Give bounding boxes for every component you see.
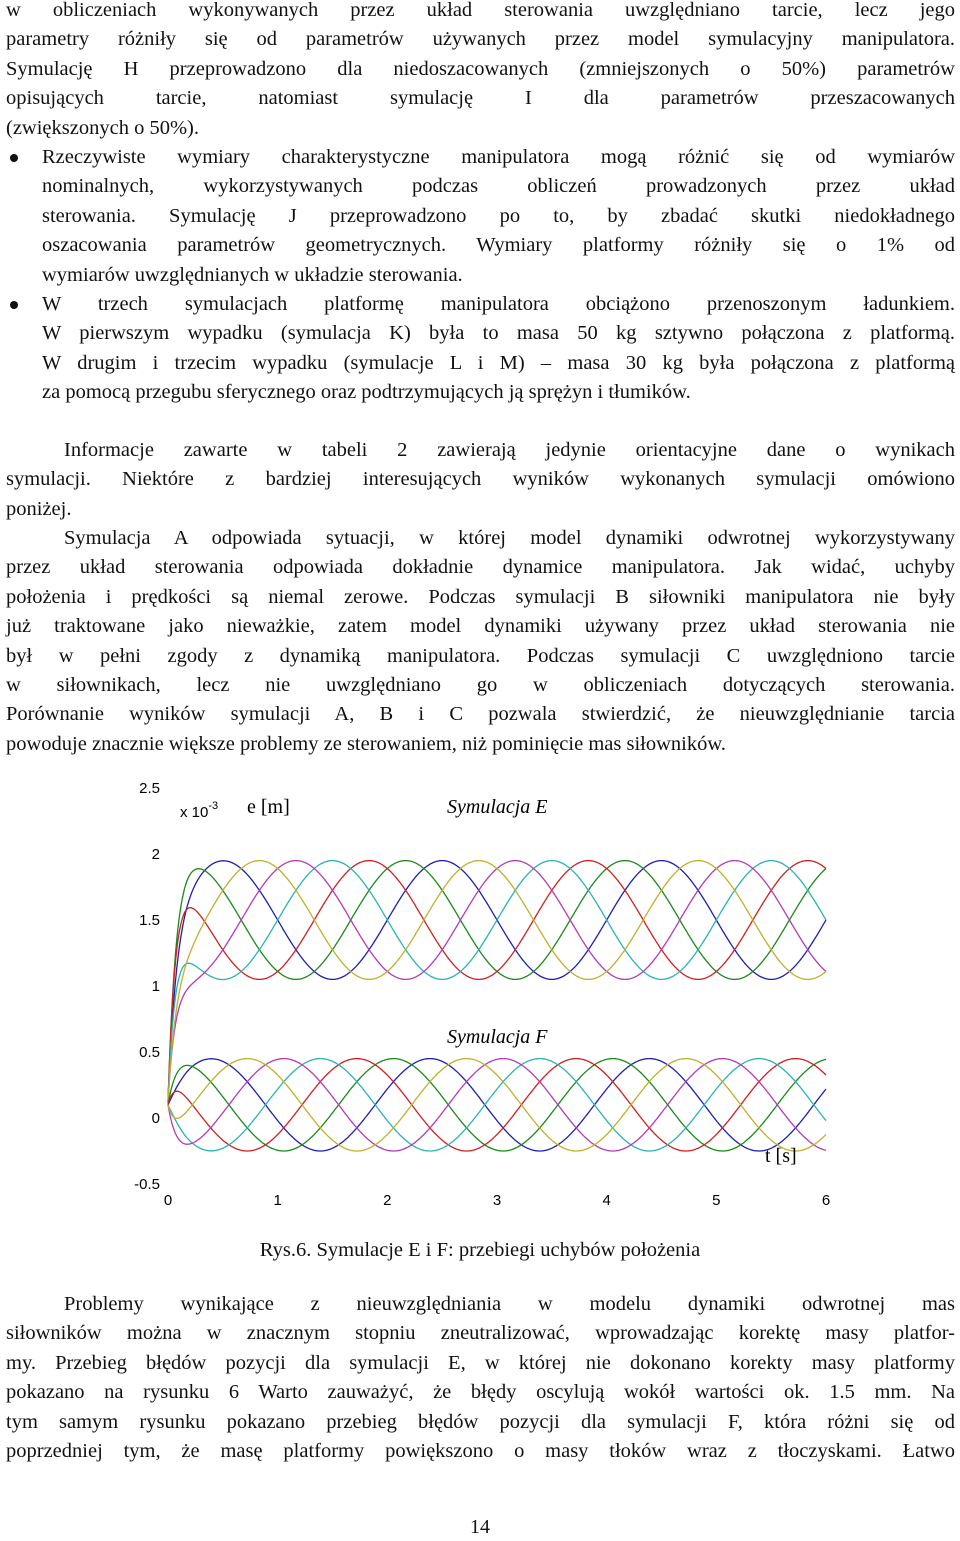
paragraph-5-line: Symulacja A odpowiada sytuacji, w której model dynamiki odwrotnej wykorzystywany (64, 527, 955, 549)
series-line-f-2 (168, 1059, 826, 1151)
figure-caption: Rys.6. Symulacje E i F: przebiegi uchybów położenia (259, 1239, 701, 1261)
annotation-simulation-f: Symulacja F (447, 1026, 548, 1048)
paragraph-1-line: parametry różniły się od parametrów używanych przez model symulacyjny manipulatora. (6, 28, 955, 51)
multiplier-label: x $10^{-3}$ (180, 800, 219, 821)
y-tick-label: 2.5 (139, 780, 160, 797)
paragraph-5-line: w siłownikach, lecz nie uwzględniano go w obliczeniach dotyczących sterowania. (6, 674, 955, 696)
series-line-f-1 (168, 1059, 826, 1151)
paragraph-6-line: Problemy wynikające z nieuwzględniania w modelu dynamiki odwrotnej mas (64, 1293, 955, 1315)
x-axis-label: t [s] (765, 1145, 797, 1167)
paragraph-6-line: pokazano na rysunku 6 Warto zauważyć, że błędy oscylują wokół wartości ok. 1.5 mm. Na (6, 1381, 955, 1404)
annotation-simulation-e: Symulacja E (447, 796, 548, 818)
paragraph-2-line: Rzeczywiste wymiary charakterystyczne manipulatora mogą różnić się od wymiarów (42, 146, 955, 168)
paragraph-6-line: tym samym rysunku pokazano przebieg błędów pozycji dla symulacji F, która różni się od (6, 1410, 955, 1433)
paragraph-5-line: położenia i prędkości są niemal zerowe. Podczas symulacji B siłowniki manipulatora nie były (6, 585, 955, 608)
paragraph-6-line: poprzedniej tym, że masę platformy powiększono o masy tłoków wraz z tłoczyskami. Łatwo (6, 1440, 955, 1462)
paragraph-5-line: już traktowane jako nieważkie, zatem model dynamiki używany przez układ sterowania nie (6, 615, 955, 638)
paragraph-2-line: oszacowania parametrów geometrycznych. Wymiary platformy różniły się o 1% od (42, 234, 955, 257)
paragraph-1-line: (zwiększonych o 50%). (6, 116, 199, 139)
paragraph-4-line: Informacje zawarte w tabeli 2 zawierają jedynie orientacyjne dane o wynikach (64, 439, 955, 461)
paragraph-3-line: za pomocą przegubu sferycznego oraz podtrzymujących ją sprężyn i tłumików. (42, 381, 691, 404)
series-line-f-5 (168, 1059, 826, 1151)
y-axis-label: e [m] (247, 796, 290, 818)
paragraph-3-line: W drugim i trzecim wypadku (symulacje L i M) – masa 30 kg była połączona z platformą (42, 351, 955, 374)
paragraph-4-line: poniżej. (6, 497, 72, 520)
paragraph-5-line: był w pełni zgody z dynamiką manipulatora. Podczas symulacji C uwzględniono tarcie (6, 644, 955, 667)
y-tick-label: 1 (151, 978, 160, 995)
paragraph-3-line: W trzech symulacjach platformę manipulatora obciążono przenoszonym ładunkiem. (42, 293, 955, 315)
y-tick-label: 0 (151, 1110, 160, 1127)
page-number: 14 (470, 1516, 490, 1538)
x-tick-label: 6 (821, 1192, 831, 1209)
series-line-f-6 (168, 1059, 826, 1151)
paragraph-6-line: siłowników można w znacznym stopniu zneutralizować, wprowadzając korektę masy platfor- (6, 1322, 955, 1345)
paragraph-2-line: wymiarów uwzględnianych w układzie sterowania. (42, 263, 463, 286)
x-tick-label: 5 (712, 1192, 721, 1209)
paragraph-5-line: przez układ sterowania odpowiada dokładnie dynamice manipulatora. Jak widać, uchyby (6, 556, 955, 579)
paragraph-5-line: powoduje znacznie większe problemy ze sterowaniem, niż pominięcie mas siłowników. (6, 732, 726, 755)
x-tick-label: 2 (383, 1192, 392, 1209)
series-line-f-4 (168, 1059, 826, 1151)
y-tick-label: 1.5 (139, 912, 160, 929)
paragraph-2-line: nominalnych, wykorzystywanych podczas obliczeń prowadzonych przez układ (42, 175, 955, 198)
paragraph-1-line: Symulację H przeprowadzono dla niedoszacowanych (zmniejszonych o 50%) parametrów (6, 57, 955, 80)
paragraph-6-line: my. Przebieg błędów pozycji dla symulacji E, w której nie dokonano korekty masy platformy (6, 1351, 955, 1374)
y-tick-label: 2 (151, 846, 160, 863)
paragraph-4-line: symulacji. Niektóre z bardziej interesujących wyników wykonanych symulacji omówiono (6, 468, 955, 491)
paragraph-5-line: Porównanie wyników symulacji A, B i C pozwala stwierdzić, że nieuwzględnianie tarcia (6, 703, 955, 726)
y-tick-label: -0.5 (134, 1176, 160, 1193)
bullet-point (10, 301, 18, 309)
figure-6-chart (0, 770, 960, 1230)
x-tick-label: 0 (163, 1192, 173, 1209)
paragraph-3-line: W pierwszym wypadku (symulacja K) była to masa 50 kg sztywno połączona z platformą. (42, 322, 955, 345)
x-tick-label: 4 (602, 1192, 611, 1209)
x-tick-label: 3 (492, 1192, 502, 1209)
paragraph-2-line: sterowania. Symulację J przeprowadzono po to, by zbadać skutki niedokładnego (42, 204, 955, 227)
bullet-point (10, 154, 18, 162)
series-line-f-3 (168, 1059, 826, 1151)
paragraph-1-line: w obliczeniach wykonywanych przez układ sterowania uwzględniano tarcie, lecz jego (6, 0, 955, 21)
x-tick-label: 1 (273, 1192, 282, 1209)
y-tick-label: 0.5 (139, 1044, 160, 1061)
paragraph-1-line: opisujących tarcie, natomiast symulację I dla parametrów przeszacowanych (6, 87, 955, 110)
